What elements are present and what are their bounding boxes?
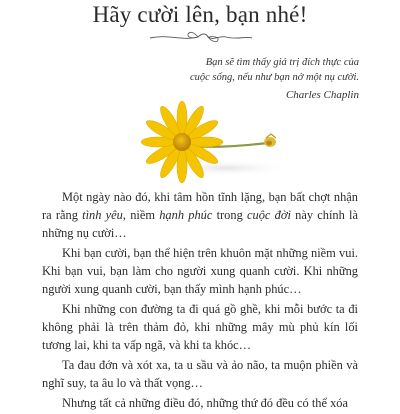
title-flourish-ornament xyxy=(148,30,254,44)
body-text xyxy=(42,188,358,414)
flower-bud-icon xyxy=(264,134,276,147)
paragraph-2: Khi bạn cười, bạn thể hiện trên khuôn mặt những niềm vui. Khi bạn vui, bạn làm cho người xung quanh cười. Khi những người xung quanh cười, bạn thấy mình hạnh phúc… xyxy=(42,246,358,296)
flower-center xyxy=(173,133,191,151)
quote-line-1: Bạn sẽ tìm thấy giá trị đích thực của xyxy=(205,57,359,68)
paragraph-4: Ta đau đớn và xót xa, ta u sầu và ảo não, ta muộn phiền và nghĩ suy, ta âu lo và thất vọng… xyxy=(42,358,358,390)
quote-author: Charles Chaplin xyxy=(285,89,359,101)
paragraph-3: Khi những con đường ta đi quá gồ ghề, khi mỗi bước ta đi không phải là trên thảm đỏ, khi những mây mù phủ kín lối tương lai, khi ta vấp ngã, và khi ta khóc… xyxy=(42,302,358,352)
yellow-daisy-flower-icon xyxy=(130,96,290,186)
paragraph-1: Một ngày nào đó, khi tâm hồn tĩnh lặng, bạn bất chợt nhận ra rằng tình yêu, niềm hạnh phúc trong cuộc đời này chính là những nụ cười… xyxy=(42,190,359,240)
page-title: Hãy cười lên, bạn nhé! xyxy=(92,2,308,27)
quote-line-2: cuộc sống, nếu như bạn nở một nụ cười. xyxy=(189,71,359,83)
paragraph-5: Nhưng tất cả những điều đó, những thứ đó đều có thể xóa xyxy=(62,396,348,410)
